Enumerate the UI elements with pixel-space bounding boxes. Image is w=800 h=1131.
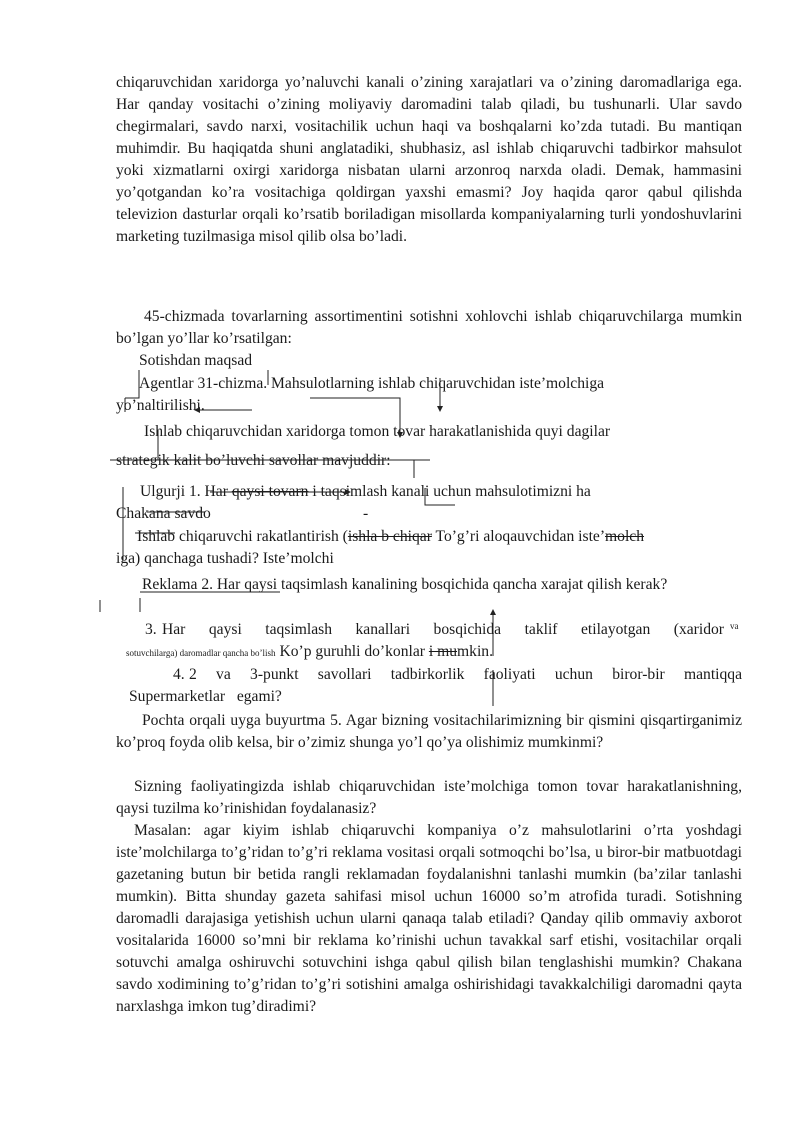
question-1-end: iga) qanchaga tushadi? Iste’molchi [116, 550, 334, 567]
diagram-label-ulgurji: Ulgurji 1. Har qaysi tovarn i taqsimlash kanali uchun mahsulotimizni ha [140, 483, 591, 500]
diagram-label-sotishdan: Sotishdan maqsad [139, 352, 253, 369]
paragraph-questions-intro-end: strategik kalit bo’luvchi savollar mavjuddir: [116, 452, 391, 469]
caption-continuation: yo’naltirilishi. [116, 397, 205, 414]
connector-line [125, 370, 139, 398]
question-5: Pochta orqali uyga buyurtma 5. Agar bizning vositachilarimizning bir qismini qisqartirganimiz ko’proq foyda olib kelsa, bir o’zimiz shunga yo’l qo’ya olishimiz mumkinmi? [116, 712, 742, 751]
dash-mark: - [363, 505, 369, 522]
paragraph-questions-intro: Ishlab chiqaruvchidan xaridorga tomon tovar harakatlanishida quyi dagilar [144, 423, 611, 440]
question-3-va: va [730, 621, 739, 631]
diagram-label-agentlar: Agentlar 31-chizma. Mahsulotlarning ishlab chiqaruvchidan iste’molchiga [139, 375, 605, 392]
diagram-label-super: Supermarketlar egami? [129, 688, 282, 705]
paragraph-masalan: Masalan: agar kiyim ishlab chiqaruvchi kompaniya o’z mahsulotlarini o’rta yoshdagi iste’molchilarga to’g’ridan to’g’ri reklama vositasi orqali sotmoqchi bo’lsa, u biror-bir matbuotdagi gazetaning butun bir betida rangli reklamadan foydalanishni tanlashi mumkin (ba’zilar tanlashi mumkin). Bitta shunday gazeta sahifasi misol uchun 16000 so’m atrofida turadi. Sotishning daromadli darajasiga yetishish uchun ularni qanaqa talab etiladi? Qanday qilib ommaviy axborot vositalarida 16000 so’mni bir reklama ko’rinishi uchun tavakkal sarf etishi, vositachilar orqali sotuvchi amalga oshiruvchi sotuvchini ishga qabul qilish bilan tenglashishi mumkin? Chakana savdo xodimining to’g’ridan to’g’ri sotishini amalga oshirishidagi tavakkalchiligi daromadni qayta narxlashga imkon tug’diradimi? [116, 822, 742, 1015]
diagram-label-ishlab: Ishlab chiqaruvchi rakatlantirish (ishla b chiqar To’g’ri aloqauvchidan iste’molch [137, 528, 645, 545]
question-3: Har qaysi taqsimlash kanallari bosqichida taklif etilayotgan (xaridor [162, 621, 724, 638]
question-3-end: sotuvchilarga) daromadlar qancha bo’lish Ko’p guruhli do’konlar i mumkin. [126, 643, 493, 660]
paragraph-sizning: Sizning faoliyatingizda ishlab chiqaruvchidan iste’molchiga tomon tovar harakatlanishning, qaysi tuzilma ko’rinishidan foydalanasiz? [116, 778, 742, 817]
paragraph-intro: chiqaruvchidan xaridorga yo’naluvchi kanali o’zining xarajatlari va o’zining daromadlariga ega. Har qanday vositachi o’zining moliyaviy daromadini talab qiladi, bu tushunarli. Ular savdo chegirmalari, savdo narxi, vositachilik uchun haqi va boshqalarni ko’zda tutadi. Bu mantiqan muhimdir. Bu haqiqatda shuni anglatadiki, shubhasiz, asl ishlab chiqaruvchi tadbirkor mahsulot yoki xizmatlarni oxirgi xaridorga nisbatan ularni arzonroq narxda oladi. Demak, hammasini yo’qotgandan ko’ra vositachiga qoldirgan yaxshi emasmi? Joy haqida qaror qabul qilishda televizion dasturlar orqali ko’rsatib boriladigan misollarda kompaniyalarning turli yondoshuvlarini marketing tuzilmasiga misol qilib olsa bo’ladi. [116, 74, 742, 245]
paragraph-chizma: 45-chizmada tovarlarning assortimentini sotishni xohlovchi ishlab chiqaruvchilarga mumkin bo’lgan yo’llar ko’rsatilgan: [116, 308, 742, 347]
question-4: 2 va 3-punkt savollari tadbirkorlik faoliyati uchun biror-bir mantiqqa [189, 666, 742, 683]
question-2: Reklama 2. Har qaysi taqsimlash kanalining bosqichida qancha xarajat qilish kerak? [142, 576, 668, 593]
question-3-number: 3. [145, 621, 157, 638]
question-4-number: 4. [173, 666, 185, 683]
diagram-label-chakana: Chakana savdo [116, 505, 211, 522]
